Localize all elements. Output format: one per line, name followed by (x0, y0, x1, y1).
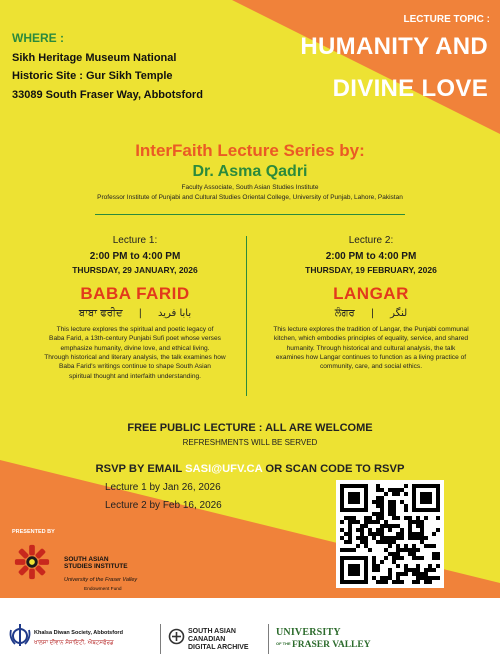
lecture2-separator: | (370, 308, 375, 319)
lecture2-script-names (256, 308, 486, 319)
topic-title-line2: DIVINE LOVE (332, 75, 488, 102)
lecture1-desc-line: emphasize humanity, divine love, and ethical living. (60, 344, 210, 352)
khalsa-diwan-script: ਖਾਲਸਾ ਦੀਵਾਨ ਸੋਸਾਇਟੀ, ਐਬਟਸਫੋਰਡ (34, 640, 114, 646)
refreshments-note: REFRESHMENTS WILL BE SERVED (182, 438, 318, 447)
lecture2-shahmukhi: لنگر (390, 308, 408, 319)
ssi-name (64, 556, 128, 571)
topic-title-line1: HUMANITY AND (300, 33, 488, 60)
where-label: WHERE : (12, 31, 64, 45)
ufv-of-the: OF THE (276, 641, 291, 646)
ssi-logo-icon (13, 543, 51, 581)
lecture2-label: Lecture 2: (348, 235, 394, 246)
lecture1-label: Lecture 1: (112, 235, 158, 246)
sacda-line2: CANADIAN (188, 636, 226, 644)
free-lecture-banner: FREE PUBLIC LECTURE : ALL ARE WELCOME (127, 422, 373, 434)
divider-horizontal (95, 214, 405, 215)
rsvp-deadline-1: Lecture 1 by Jan 26, 2026 (105, 482, 221, 493)
rsvp-deadline-2: Lecture 2 by Feb 16, 2026 (105, 500, 222, 511)
footer-divider (160, 624, 161, 654)
ufv-name-line1: UNIVERSITY (276, 627, 341, 638)
lecture2-column (256, 235, 486, 372)
khanda-icon (8, 622, 32, 648)
ssi-university: University of the Fraser Valley (64, 577, 138, 583)
ssi-endowment: Endowment Fund (84, 587, 122, 592)
rsvp-prefix: RSVP BY EMAIL (95, 463, 186, 475)
lecture1-column (20, 235, 250, 381)
ufv-name-line2: FRASER VALLEY (292, 640, 371, 650)
lecture1-description (20, 325, 250, 381)
ssi-name-line1: SOUTH ASIAN (64, 556, 109, 563)
lecture2-desc-line: kitchen, which embodies principles of equality, service, and shared (273, 335, 469, 343)
lecture2-description (256, 325, 486, 372)
footer-divider (268, 624, 269, 654)
lecture1-title: BABA FARID (80, 284, 190, 303)
lecture1-gurmukhi: ਬਾਬਾ ਫਰੀਦ (78, 308, 123, 319)
khalsa-diwan-name: Khalsa Diwan Society, Abbotsford (34, 630, 123, 636)
topic-label: LECTURE TOPIC : (403, 14, 490, 25)
lecture2-desc-line: humanity. Through historical and cultural analysis, the talk (286, 344, 456, 352)
lecture1-desc-line: Baba Farid's writings continue to shape South Asian (59, 363, 211, 371)
where-venue-line2: Historic Site : Gur Sikh Temple (12, 70, 173, 82)
speaker-affiliation-1: Faculty Associate, South Asian Studies Institute (181, 184, 319, 191)
lecture2-desc-line: community, care, and social ethics. (319, 363, 423, 371)
series-title: InterFaith Lecture Series by: (135, 141, 365, 160)
lecture2-desc-line: This lecture explores the tradition of Langar, the Punjabi communal (273, 326, 469, 333)
lecture1-desc-line: Through historical and literary analysis, the talk examines how (44, 354, 226, 362)
sacda-name (188, 628, 249, 652)
sacda-logo-icon (168, 628, 185, 645)
lecture1-desc-line: Baba Farid, a 13th-century Punjabi Sufi poet whose verses (49, 335, 221, 343)
lecture1-separator: | (138, 308, 142, 319)
sacda-line1: SOUTH ASIAN (188, 628, 236, 635)
lecture1-date: THURSDAY, 29 JANUARY, 2026 (72, 265, 198, 275)
lecture2-title: LANGAR (333, 284, 409, 303)
rsvp-line (0, 463, 500, 475)
qr-code-graphic (340, 484, 440, 584)
supported-by-label: SUPPORTED BY (12, 605, 56, 611)
lecture2-gurmukhi: ਲੰਗਰ (334, 308, 355, 319)
rsvp-email-link[interactable]: SASI@UFV.CA (185, 463, 263, 475)
where-address: 33089 South Fraser Way, Abbotsford (12, 89, 203, 101)
lecture1-script-names (20, 308, 250, 319)
lecture1-desc-line: spiritual thought and interfaith understanding. (69, 372, 201, 380)
lecture2-date: THURSDAY, 19 FEBRUARY, 2026 (305, 265, 437, 275)
qr-code-icon[interactable] (336, 480, 444, 588)
lecture1-time: 2:00 PM to 4:00 PM (89, 251, 181, 262)
where-venue-line1: Sikh Heritage Museum National (12, 52, 177, 64)
lecture1-shahmukhi: بابا فرید (157, 308, 192, 319)
speaker-name: Dr. Asma Qadri (192, 163, 308, 180)
speaker-affiliation-2: Professor Institute of Punjabi and Cultural Studies Oriental College, University of Punjab, Lahore, Pakistan (97, 194, 403, 201)
lecture1-desc-line: This lecture explores the spiritual and poetic legacy of (56, 326, 214, 333)
sacda-line3: DIGITAL ARCHIVE (188, 644, 249, 652)
lecture2-desc-line: examines how Langar continues to function as a living practice of (275, 354, 467, 362)
presented-by-label: PRESENTED BY (12, 529, 55, 535)
ssi-name-line2: STUDIES INSTITUTE (64, 563, 128, 571)
lecture2-time: 2:00 PM to 4:00 PM (325, 251, 417, 262)
rsvp-suffix: OR SCAN CODE TO RSVP (262, 463, 405, 475)
